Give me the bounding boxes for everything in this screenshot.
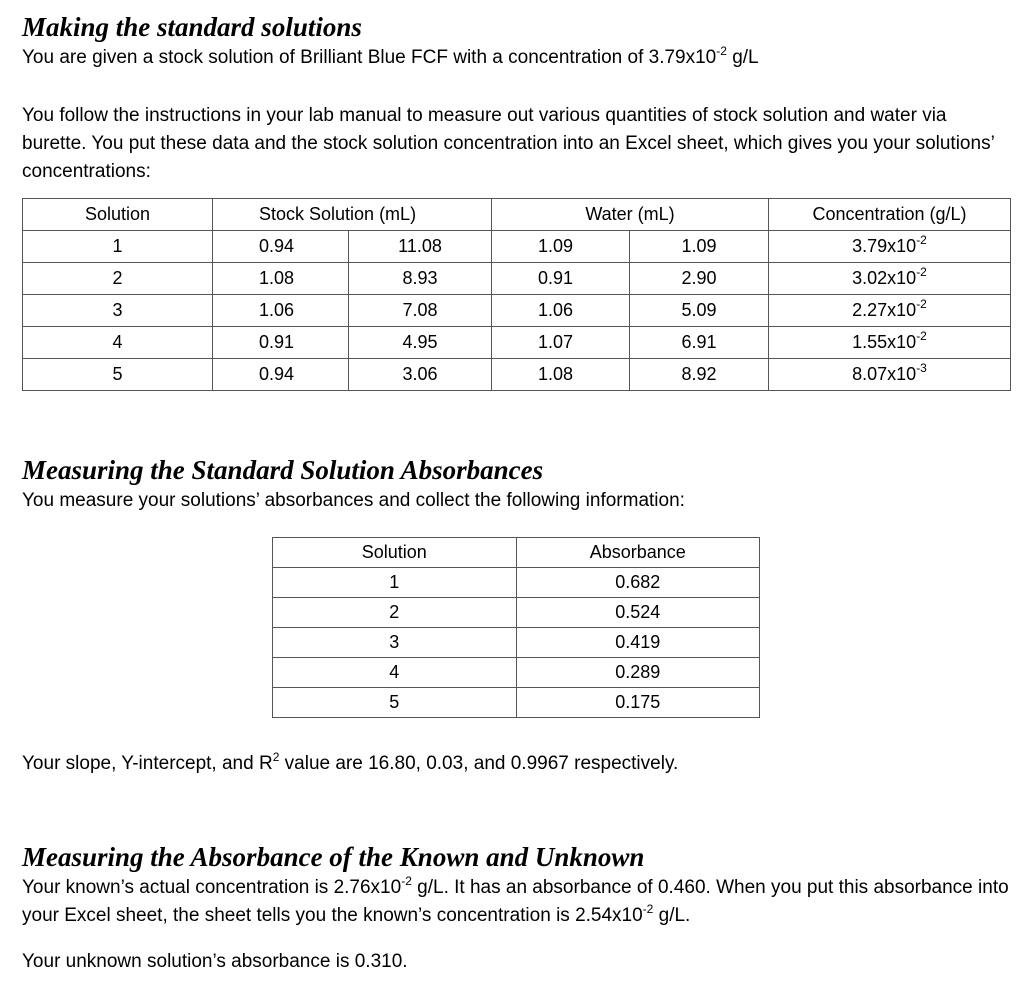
table-row (273, 688, 760, 718)
header-absorbance: Absorbance (516, 538, 760, 568)
cell-solution: 1 (273, 568, 517, 598)
heading-making-standard-solutions: Making the standard solutions (22, 12, 362, 42)
cell-solution: 5 (273, 688, 517, 718)
table-row (273, 628, 760, 658)
cell-water-b: 1.09 (630, 231, 769, 263)
cell-concentration: $1.55x10^{-2}$ (769, 327, 1011, 359)
table-row (23, 327, 1011, 359)
cell-water-b: 2.90 (630, 263, 769, 295)
cell-solution: 3 (23, 295, 213, 327)
cell-absorbance: 0.175 (516, 688, 760, 718)
procedure-paragraph: You follow the instructions in your lab manual to measure out various quantities of stock solution and water via burette. You put these data and the stock solution concentration into an Excel sheet, which gives you your solutions’ concentrations: (22, 105, 995, 182)
absorbance-intro: You measure your solutions’ absorbances and collect the following information: (22, 490, 685, 511)
cell-stock-a: 1.06 (213, 295, 349, 327)
absorbance-table-header (273, 538, 760, 568)
cell-solution: 5 (23, 359, 213, 391)
cell-stock-b: 11.08 (349, 231, 492, 263)
cell-water-b: 5.09 (630, 295, 769, 327)
absorbance-table (272, 537, 760, 718)
heading-measuring-absorbances: Measuring the Standard Solution Absorbances (22, 455, 544, 485)
cell-absorbance: 0.419 (516, 628, 760, 658)
cell-solution: 3 (273, 628, 517, 658)
table-row (23, 231, 1011, 263)
cell-water-a: 1.09 (492, 231, 630, 263)
known-paragraph: Your known’s actual concentration is $2.76x10^{-2}$ g/L. It has an absorbance of 0.460. When you put this absorbance into your Excel sheet, the sheet tells you the known’s concentration is $2.54x10^{-2}$ g/L. (22, 873, 1009, 926)
intro-text: You are given a stock solution of Brilliant Blue FCF with a concentration of 3.79x10 (22, 47, 717, 68)
solutions-table-header (23, 199, 1011, 231)
table-row (23, 295, 1011, 327)
intro-unit: g/L (726, 47, 759, 68)
cell-concentration: $2.27x10^{-2}$ (769, 295, 1011, 327)
cell-solution: 2 (23, 263, 213, 295)
cell-solution: 1 (23, 231, 213, 263)
regression-result: Your slope, Y-intercept, and $R^2$ value are 16.80, 0.03, and 0.9967 respectively. (22, 749, 679, 774)
cell-absorbance: 0.524 (516, 598, 760, 628)
cell-stock-a: 0.94 (213, 359, 349, 391)
table-row (273, 658, 760, 688)
cell-water-b: 6.91 (630, 327, 769, 359)
cell-absorbance: 0.682 (516, 568, 760, 598)
cell-water-b: 8.92 (630, 359, 769, 391)
cell-concentration: $3.02x10^{-2}$ (769, 263, 1011, 295)
cell-water-a: 1.06 (492, 295, 630, 327)
cell-stock-b: 8.93 (349, 263, 492, 295)
intro-exponent: -2 (716, 43, 727, 58)
cell-concentration: $8.07x10^{-3}$ (769, 359, 1011, 391)
table-row (273, 568, 760, 598)
cell-solution: 4 (273, 658, 517, 688)
cell-stock-a: 0.91 (213, 327, 349, 359)
cell-stock-a: 1.08 (213, 263, 349, 295)
header-concentration: Concentration (g/L) (769, 199, 1011, 231)
stock-solution-intro (22, 44, 1012, 72)
header-stock-solution: Stock Solution (mL) (213, 199, 492, 231)
cell-absorbance: 0.289 (516, 658, 760, 688)
cell-water-a: 1.07 (492, 327, 630, 359)
unknown-paragraph: Your unknown solution’s absorbance is 0.310. (22, 951, 408, 972)
document-page (22, 10, 1012, 976)
cell-solution: 4 (23, 327, 213, 359)
table-row (273, 598, 760, 628)
header-solution: Solution (23, 199, 213, 231)
cell-water-a: 1.08 (492, 359, 630, 391)
table-row (23, 359, 1011, 391)
cell-stock-b: 3.06 (349, 359, 492, 391)
header-water: Water (mL) (492, 199, 769, 231)
cell-water-a: 0.91 (492, 263, 630, 295)
table-row (23, 263, 1011, 295)
solutions-table (22, 198, 1011, 391)
cell-stock-b: 4.95 (349, 327, 492, 359)
heading-known-unknown: Measuring the Absorbance of the Known and Unknown (22, 842, 645, 872)
header-solution: Solution (273, 538, 517, 568)
cell-solution: 2 (273, 598, 517, 628)
cell-stock-b: 7.08 (349, 295, 492, 327)
cell-concentration: $3.79x10^{-2}$ (769, 231, 1011, 263)
cell-stock-a: 0.94 (213, 231, 349, 263)
